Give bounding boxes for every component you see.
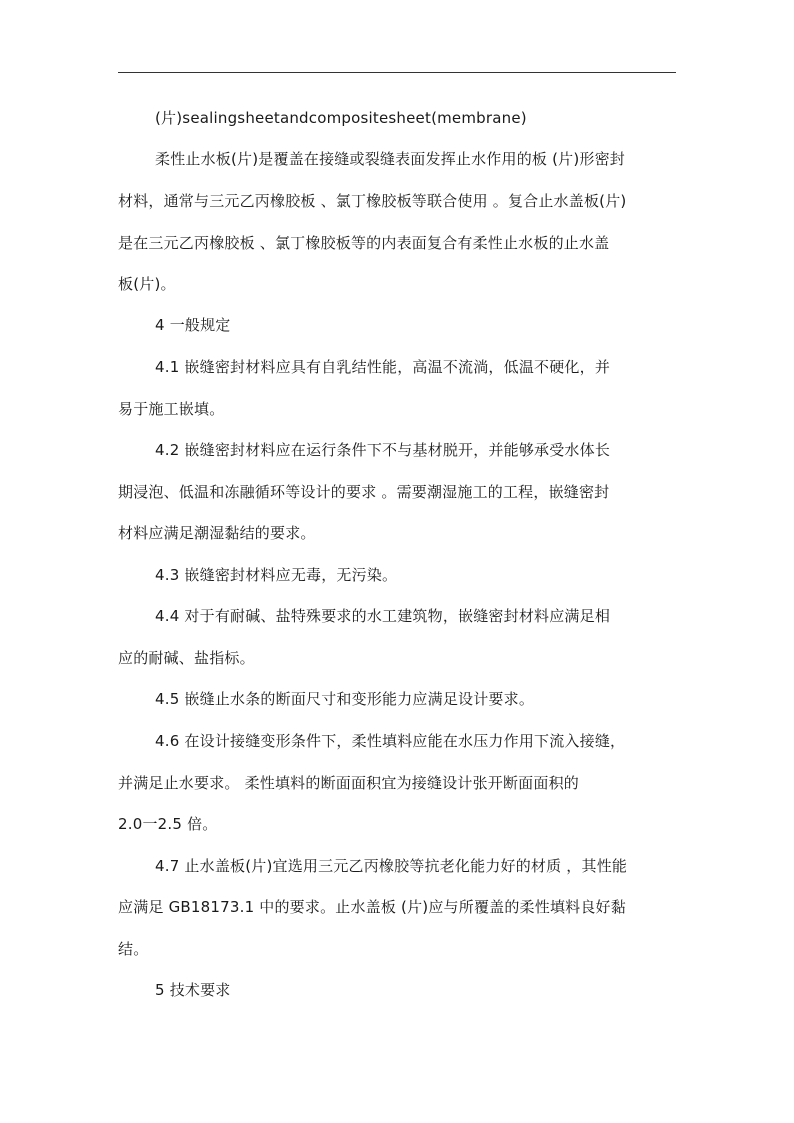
section-heading: 4 一般规定: [155, 316, 231, 334]
section-heading: 5 技术要求: [155, 981, 231, 999]
text-line: 4.7 止水盖板(片)宜选用三元乙丙橡胶等抗老化能力好的材质 ，其性能: [155, 857, 628, 875]
text-line: 柔性止水板(片)是覆盖在接缝或裂缝表面发挥止水作用的板 (片)形密封: [155, 150, 625, 168]
header-rule: [118, 72, 676, 73]
text-line: 易于施工嵌填。: [118, 400, 225, 418]
text-line: 4.3 嵌缝密封材料应无毒，无污染。: [155, 566, 398, 584]
text-line: 4.1 嵌缝密封材料应具有自乳结性能，高温不流淌，低温不硬化，并: [155, 358, 611, 376]
text-line: 板(片)。: [118, 275, 176, 293]
text-line: 是在三元乙丙橡胶板 、氯丁橡胶板等的内表面复合有柔性止水板的止水盖: [118, 234, 610, 252]
text-line: 4.4 对于有耐碱、盐特殊要求的水工建筑物，嵌缝密封材料应满足相: [155, 607, 611, 625]
text-line: 材料，通常与三元乙丙橡胶板 、氯丁橡胶板等联合使用 。复合止水盖板(片): [118, 192, 627, 210]
text-line: 并满足止水要求。 柔性填料的断面面积宜为接缝设计张开断面面积的: [118, 774, 579, 792]
text-line: 应满足 GB18173.1 中的要求。止水盖板 (片)应与所覆盖的柔性填料良好黏: [118, 898, 626, 916]
text-line: 期浸泡、低温和冻融循环等设计的要求 。需要潮湿施工的工程，嵌缝密封: [118, 483, 610, 501]
text-line: 4.2 嵌缝密封材料应在运行条件下不与基材脱开，并能够承受水体长: [155, 441, 611, 459]
text-line: 结。: [118, 940, 149, 958]
text-line: 4.5 嵌缝止水条的断面尺寸和变形能力应满足设计要求。: [155, 690, 535, 708]
text-line: 4.6 在设计接缝变形条件下，柔性填料应能在水压力作用下流入接缝，: [155, 732, 626, 750]
text-line: (片)sealingsheetandcompositesheet(membrane): [155, 109, 527, 127]
text-line: 应的耐碱、盐指标。: [118, 649, 255, 667]
text-line: 材料应满足潮湿黏结的要求。: [118, 524, 316, 542]
text-line: 2.0一2.5 倍。: [118, 815, 218, 833]
